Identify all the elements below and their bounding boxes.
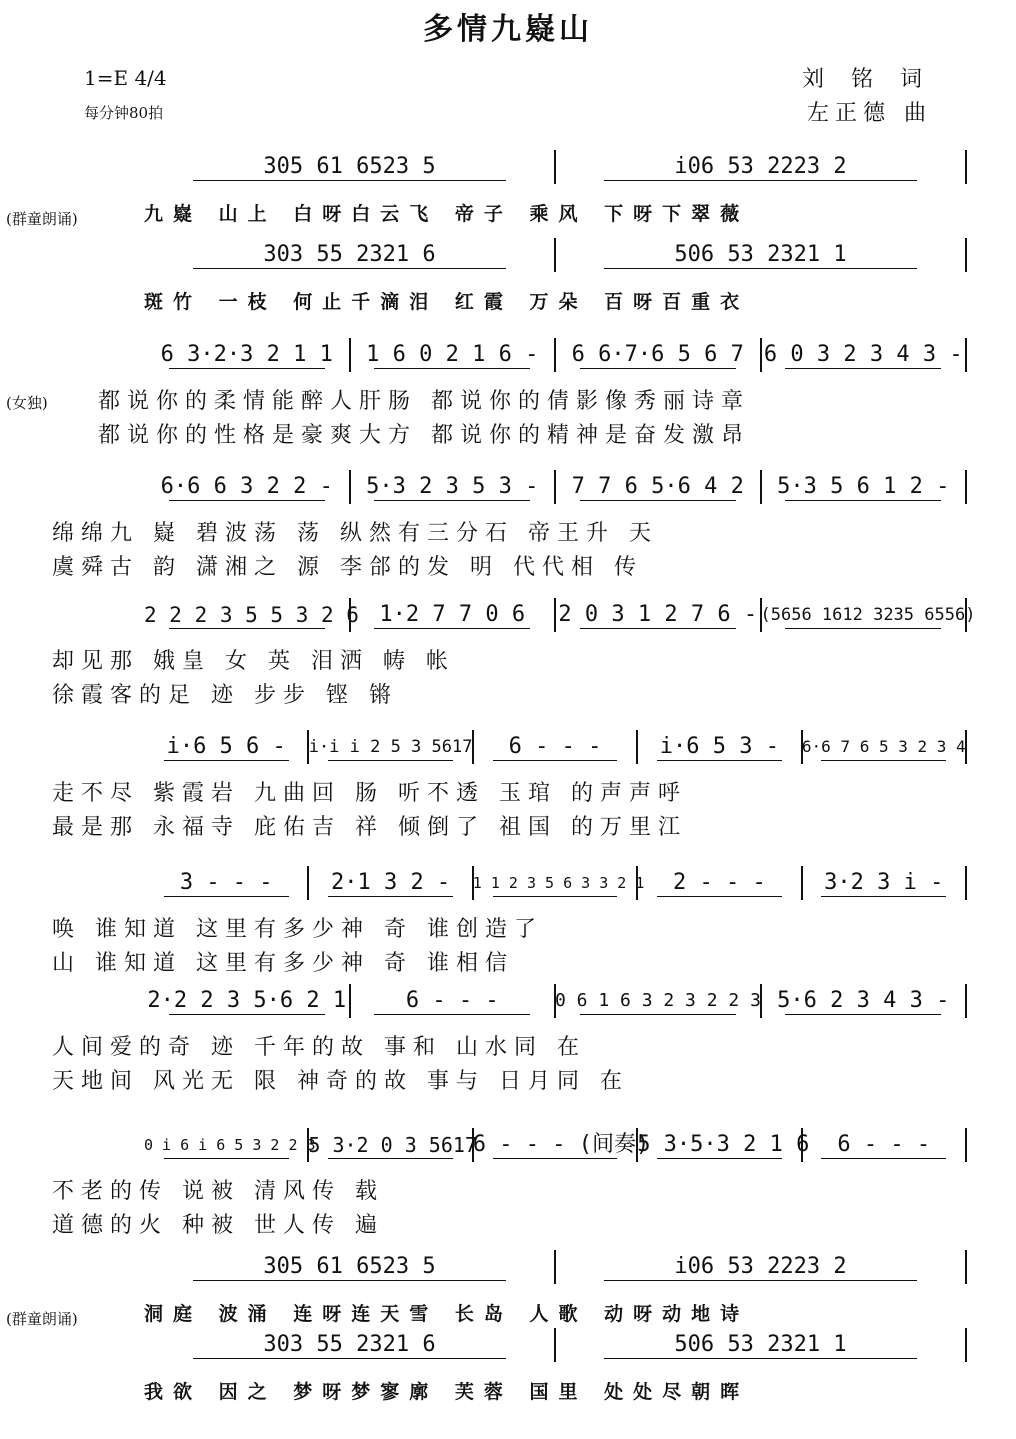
measure: i06 53 2223 2 [674,1254,847,1279]
key-signature: 1=E 4/4 [84,66,167,90]
barline [965,470,967,504]
barline [965,866,967,900]
lyric-line: 洞庭 波涌 连呀连天雪 长岛 人歌 动呀动地诗 [144,1303,750,1325]
beam-line [193,1358,505,1359]
notation-line [44,338,972,372]
beam-line [657,760,782,761]
lyric-line: 不老的传 说被 清风传 载 [52,1179,384,1204]
measure: 2·2 2 3 5·6 2 1 [147,988,347,1013]
lyric-line: 最是那 永福寺 庇佑吉 祥 倾倒了 祖国 的万里江 [52,815,687,840]
performer-tag: (女独) [6,394,48,412]
notation-line [44,730,972,764]
barline [965,1128,967,1162]
beam-line [328,760,453,761]
measure: i·i i 2 5 3 5617 [308,737,473,757]
notation-line [44,238,972,272]
beam-line [821,896,946,897]
beam-line [493,896,618,897]
measure: 5 3·2 0 3 5617 [308,1133,477,1157]
beam-line [785,368,941,369]
measure: 3·2 3 i - [824,870,944,895]
beam-line [580,628,736,629]
measure: 303 55 2321 6 [263,242,436,267]
beam-line [164,760,289,761]
beam-line [193,1280,505,1281]
performer-tag: (群童朗诵) [6,1310,78,1328]
beam-line [374,368,530,369]
notation-line [44,150,972,184]
measure: 2·1 3 2 - [330,870,451,895]
composer-credit: 左正德 曲 [807,101,932,126]
measure: 3 - - - [179,870,273,895]
barline [965,984,967,1018]
lyric-line: 走不尽 紫霞岩 九曲回 肠 听不透 玉琯 的声声呼 [52,781,687,806]
measure: 303 55 2321 6 [263,1332,436,1357]
barline [965,238,967,272]
measure: 6 - - - [405,988,499,1013]
measure: 2 2 2 3 5 5 3 2 6 [144,603,359,627]
beam-line [821,760,946,761]
lyric-line: 我欲 因之 梦呀梦寥廓 芙蓉 国里 处处尽朝晖 [144,1381,750,1403]
barline [965,338,967,372]
beam-line [493,760,618,761]
beam-line [169,500,325,501]
measure: 5·3 5 6 1 2 - [777,474,950,499]
beam-line [169,368,325,369]
beam-line [580,500,736,501]
beam-line [164,1158,289,1159]
barline [965,150,967,184]
lyric-line: 天地间 风光无 限 神奇的故 事与 日月同 在 [52,1069,629,1094]
measure: 2 0 3 1 2 7 6 - [558,602,758,627]
lyric-line: 虞舜古 韵 潇湘之 源 李郃的发 明 代代相 传 [52,555,643,580]
measure: 5·3 2 3 5 3 - [366,474,539,499]
measure: 7 7 6 5·6 4 2 [571,474,744,499]
measure: 5·6 2 3 4 3 - [777,988,950,1013]
beam-line [604,1280,916,1281]
lyric-line: 却见那 娥皇 女 英 泪洒 帱 帐 [52,649,455,674]
barline [965,1328,967,1362]
beam-line [604,1358,916,1359]
measure: 6 - - - [837,1132,931,1157]
measure: i06 53 2223 2 [674,154,847,179]
measure: 305 61 6523 5 [263,154,436,179]
beam-line [604,180,916,181]
lyric-line: 都说你的柔情能醉人肝肠 都说你的倩影像秀丽诗章 [98,389,750,414]
notation-line [44,598,976,632]
lyricist-credit: 刘 铭 词 [802,67,932,92]
beam-line [374,1014,530,1015]
measure: 6 - - - (间奏) [472,1132,650,1157]
beam-line [785,628,941,629]
beam-line [328,1158,453,1159]
measure: 6 0 3 2 3 4 3 - [763,342,963,367]
beam-line [169,628,325,629]
notation-line [44,1250,972,1284]
measure: i·6 5 6 - [166,734,286,759]
lyric-line: 都说你的性格是豪爽大方 都说你的精神是奋发激昂 [98,423,750,448]
measure: 6·6 6 3 2 2 - [160,474,333,499]
beam-line [657,896,782,897]
lyric-line: 绵绵九 嶷 碧波荡 荡 纵然有三分石 帝王升 天 [52,521,658,546]
notation-line [44,984,972,1018]
beam-line [493,1158,618,1159]
notation-line [44,1328,972,1362]
beam-line [604,268,916,269]
lyric-line: 山 谁知道 这里有多少神 奇 谁相信 [52,951,514,976]
beam-line [374,628,530,629]
measure: 0 i 6 i 6 5 3 2 2 3 [144,1136,316,1154]
measure: 1·2 7 7 0 6 [379,602,526,627]
notation-line [44,470,972,504]
measure: 6·6 7 6 5 3 2 3 4 [801,737,966,756]
measure: 2 - - - [673,870,766,895]
beam-line [164,896,289,897]
measure: 0 6 1 6 3 2 3 2 2 3 [555,990,761,1011]
measure: 6 - - - [508,734,602,759]
lyric-line: 人间爱的奇 迹 千年的故 事和 山水同 在 [52,1035,586,1060]
performer-tag: (群童朗诵) [6,210,78,228]
beam-line [657,1158,782,1159]
beam-line [193,268,505,269]
measure: i·6 5 3 - [659,734,779,759]
lyric-line: 唤 谁知道 这里有多少神 奇 谁创造了 [52,917,543,942]
barline [965,598,967,632]
measure: 6 6·7·6 5 6 7 [571,342,744,367]
beam-line [328,896,453,897]
barline [965,730,967,764]
lyric-line: 九嶷 山上 白呀白云飞 帝子 乘风 下呀下翠薇 [144,203,750,225]
beam-line [193,180,505,181]
measure: 1 6 0 2 1 6 - [366,342,539,367]
page-title: 多情九嶷山 [423,12,593,47]
notation-line [44,1128,972,1162]
lyric-line: 徐霞客的足 迹 步步 铿 锵 [52,683,398,708]
tempo-marking: 每分钟80拍 [84,104,164,122]
beam-line [785,1014,941,1015]
notation-line [44,866,972,900]
measure: 506 53 2321 1 [674,242,847,267]
measure: 1 1 2 3 5 6 3 3 2 1 [472,874,645,892]
measure: (5656 1612 3235 6556) [760,605,976,625]
measure: 5 3·5·3 2 1 6 [637,1132,810,1157]
lyric-line: 道德的火 种被 世人传 遍 [52,1213,384,1238]
beam-line [785,500,941,501]
beam-line [821,1158,946,1159]
measure: 506 53 2321 1 [674,1332,847,1357]
lyric-line: 斑竹 一枝 何止千滴泪 红霞 万朵 百呀百重衣 [144,291,750,313]
beam-line [580,1014,736,1015]
beam-line [169,1014,325,1015]
measure: 305 61 6523 5 [263,1254,436,1279]
measure: 6 3·2·3 2 1 1 [160,342,333,367]
beam-line [580,368,736,369]
barline [965,1250,967,1284]
beam-line [374,500,530,501]
